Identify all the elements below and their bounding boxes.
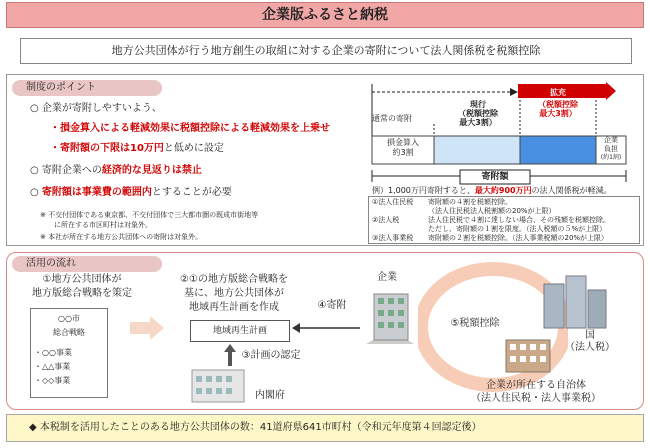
bullet-minimum-rest: と低めに設定: [163, 143, 224, 154]
nation-label-2: （法人税）: [565, 342, 615, 353]
flow-arrow-icon: [130, 316, 166, 340]
tax-row-1b-text: （法人住民税法人税割額の20%が上限）: [428, 207, 556, 215]
expand-label-1: 拡充: [550, 88, 566, 97]
nation-label-1: 国: [585, 330, 595, 341]
bullet-return: [30, 164, 202, 178]
step3-label: ③計画の認定: [241, 350, 301, 361]
expand-label-2: （税額控除: [538, 100, 578, 109]
page-title: 企業版ふるさと納税: [6, 2, 644, 28]
regional-plan-box: 地域再生計画: [190, 320, 290, 342]
local-label-1: 企業が所在する自治体: [486, 380, 586, 391]
cabinet-building-icon: [190, 364, 246, 404]
note-3: ※ 本社が所在する地方公共団体への寄附は対象外。: [40, 233, 203, 241]
step1-line1: ①地方公共団体が: [42, 274, 122, 285]
current-box: [434, 136, 520, 164]
bullet-range-post: とすることが必要: [151, 187, 232, 198]
subtitle-box: 地方公共団体が行う地方創生の取組に対する企業の寄附について法人関係税を税額控除: [20, 38, 632, 64]
bullet-range-pre: ○: [30, 187, 42, 198]
doc-item-1: ・○○事業: [34, 348, 72, 357]
footer-note: ◆ 本税制を活用したことのある地方公共団体の数：41道府県641市町村（令和元年度第４回認定後）: [6, 414, 644, 442]
cabinet-label: 内閣府: [255, 390, 285, 401]
nation-building-icon: [540, 274, 610, 330]
burden-label-3: (約1割): [600, 154, 622, 161]
example-text: 例）1,000万円寄附すると、最大約900万円の法人関係税が軽減。: [372, 186, 612, 195]
step4-label: ④寄附: [317, 300, 347, 311]
expand-label-3: 最大3割）: [539, 109, 577, 118]
company-label: 企業: [377, 272, 397, 283]
bullet-return-pre: ○ 寄附企業への: [30, 165, 102, 176]
note-1: ※ 不交付団体である東京都、不交付団体で三大都市圏の既成市街地等: [40, 211, 259, 219]
expand-box: [520, 136, 596, 164]
company-building-icon: [362, 290, 418, 346]
doc-strategy: 総合戦略: [53, 328, 85, 337]
bullet-return-red: 経済的な見返りは禁止: [101, 165, 202, 176]
tax-row-2-text: 法人住民税で４割に達しない場合、その残額を税額控除。: [428, 216, 610, 224]
step1-line2: 地方版総合戦略を策定: [32, 288, 132, 299]
step2-line2: 基に、地方公共団体が: [184, 288, 284, 299]
tax-row-2-name: ②法人税: [372, 216, 400, 224]
bullet-minimum: [50, 142, 224, 156]
bullet-range-red: 寄附額は事業費の範囲内: [41, 187, 152, 198]
tax-row-3-name: ③法人事業税: [372, 234, 414, 242]
normal-label: 通常の寄附: [372, 114, 412, 123]
step2-line1: ②①の地方版総合戦略を: [180, 274, 288, 285]
tax-row-1-text: 寄附額の４割を税額控除。: [428, 198, 512, 206]
local-building-icon: [504, 338, 552, 374]
doc-item-2: ・△△事業: [34, 362, 71, 371]
current-label-1: 現行: [470, 100, 486, 109]
deduct-label-1: 損金算入: [387, 138, 419, 147]
deduct-label-2: 約3割: [392, 148, 414, 157]
step5-label: ⑤税額控除: [450, 318, 500, 329]
bullet-range: [30, 186, 232, 200]
up-arrow-icon: [224, 344, 236, 366]
note-2: に所在する市区町村は対象外。: [54, 221, 152, 229]
donation-arrow-icon: [292, 318, 362, 338]
expand-arrow-head: [606, 82, 616, 100]
doc-city: ○○市: [58, 314, 80, 323]
step2-line3: 地域再生計画を作成: [189, 302, 279, 313]
burden-label-2: 負担: [604, 145, 618, 153]
burden-label-1: 企業: [604, 136, 618, 144]
bullet-easy: ○ 企業が寄附しやすいよう、: [30, 103, 162, 114]
bullet-minimum-red: ・寄附額の下限は10万円: [50, 143, 164, 154]
current-label-3: 最大3割）: [459, 118, 497, 127]
flow-section-tag: 活用の流れ: [12, 256, 162, 272]
arrow-head-dashed: [510, 88, 518, 96]
points-section-tag: 制度のポイント: [12, 80, 162, 96]
donation-label: 寄附額: [481, 172, 509, 182]
local-label-2: （法人住民税・法人事業税）: [471, 393, 601, 404]
tax-row-3-text: 寄附額の２割を税額控除。（法人事業税額の20%が上限）: [428, 234, 609, 242]
tax-row-1-name: ①法人住民税: [372, 198, 414, 206]
doc-item-3: ・◇◇事業: [34, 376, 71, 385]
bullet-deduction: ・損金算入による軽減効果に税額控除による軽減効果を上乗せ: [50, 123, 330, 134]
tax-row-2b-text: ただし、寄附額の１割を限度。（法人税額の５%が上限）: [428, 225, 607, 233]
current-label-2: （税額控除: [458, 109, 498, 118]
